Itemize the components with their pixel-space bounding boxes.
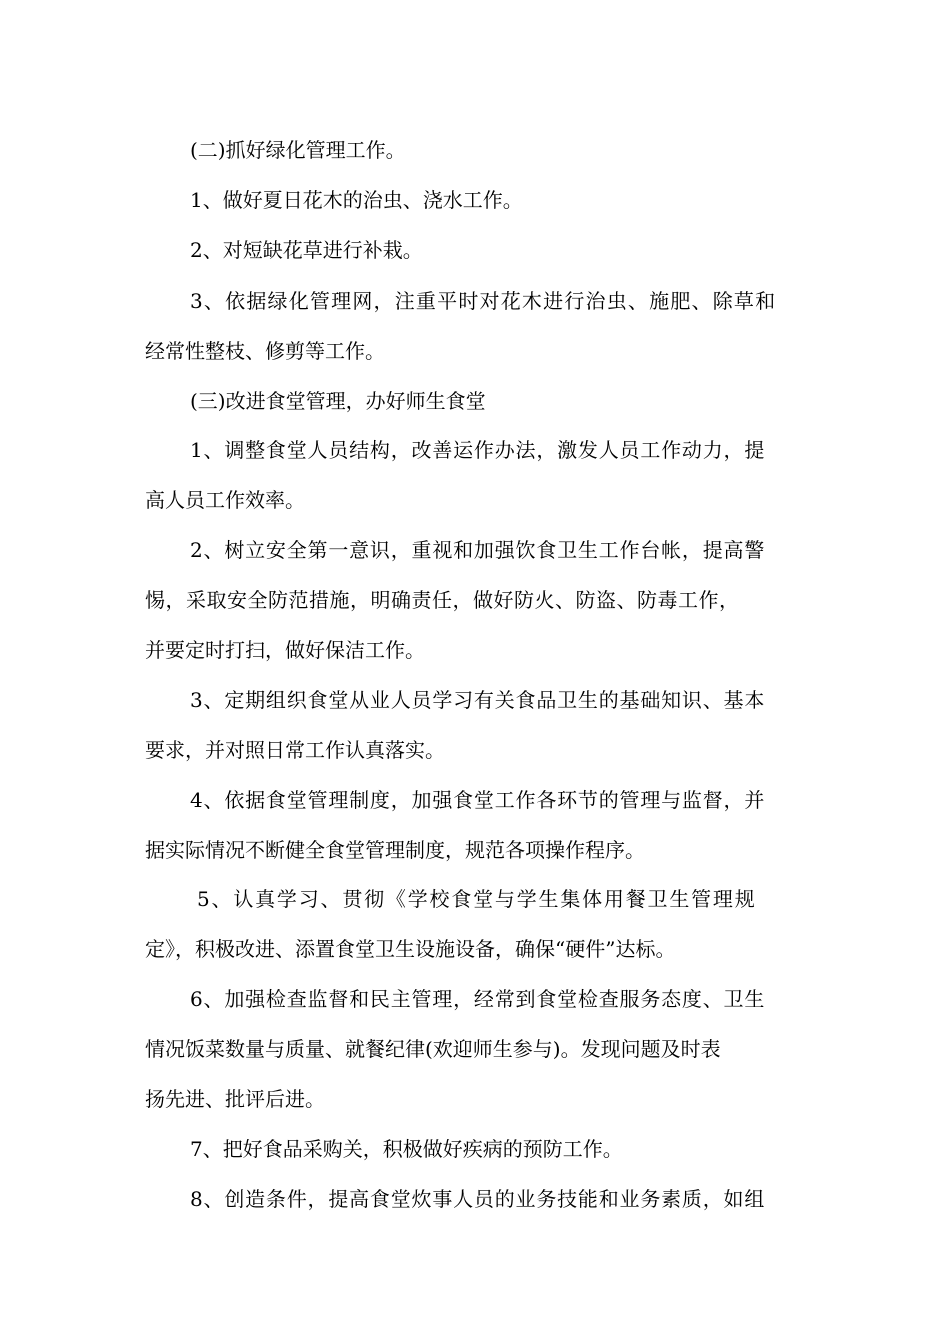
text-line: 7、把好食品采购关，积极做好疾病的预防工作。 [190,1137,623,1161]
text-line: 经常性整枝、修剪等工作。 [145,339,385,363]
text-line: 4、依据食堂管理制度，加强食堂工作各环节的管理与监督，并 [190,788,766,812]
text-line: 1、做好夏日花木的治虫、浇水工作。 [190,188,523,212]
text-line: 2、对短缺花草进行补栽。 [190,238,423,262]
text-line: 3、依据绿化管理网，注重平时对花木进行治虫、施肥、除草和 [190,289,777,313]
text-line: 惕，采取安全防范措施，明确责任，做好防火、防盗、防毒工作， [145,588,740,612]
text-line: 8、创造条件，提高食堂炊事人员的业务技能和业务素质，如组 [190,1187,766,1211]
text-line: 5、认真学习、贯彻《学校食堂与学生集体用餐卫生管理规 [197,887,757,911]
text-line: 定》，积极改进、添置食堂卫生设施设备，确保“硬件”达标。 [145,937,676,961]
text-line: 6、加强检查监督和民主管理，经常到食堂检查服务态度、卫生 [190,987,766,1011]
text-line: 3、定期组织食堂从业人员学习有关食品卫生的基础知识、基本 [190,688,766,712]
text-line: 扬先进、批评后进。 [145,1087,325,1111]
text-line: 据实际情况不断健全食堂管理制度，规范各项操作程序。 [145,838,645,862]
text-line: 1、调整食堂人员结构，改善运作办法，激发人员工作动力，提 [190,438,766,462]
text-line: 并要定时打扫，做好保洁工作。 [145,638,425,662]
text-line: 情况饭菜数量与质量、就餐纪律(欢迎师生参与)。发现问题及时表 [145,1037,721,1061]
text-line: 2、树立安全第一意识，重视和加强饮食卫生工作台帐，提高警 [190,538,766,562]
text-line: 要求，并对照日常工作认真落实。 [145,738,445,762]
text-line: 高人员工作效率。 [145,488,305,512]
section-heading-canteen: (三)改进食堂管理，办好师生食堂 [190,389,486,413]
section-heading-greening: (二)抓好绿化管理工作。 [190,138,406,162]
